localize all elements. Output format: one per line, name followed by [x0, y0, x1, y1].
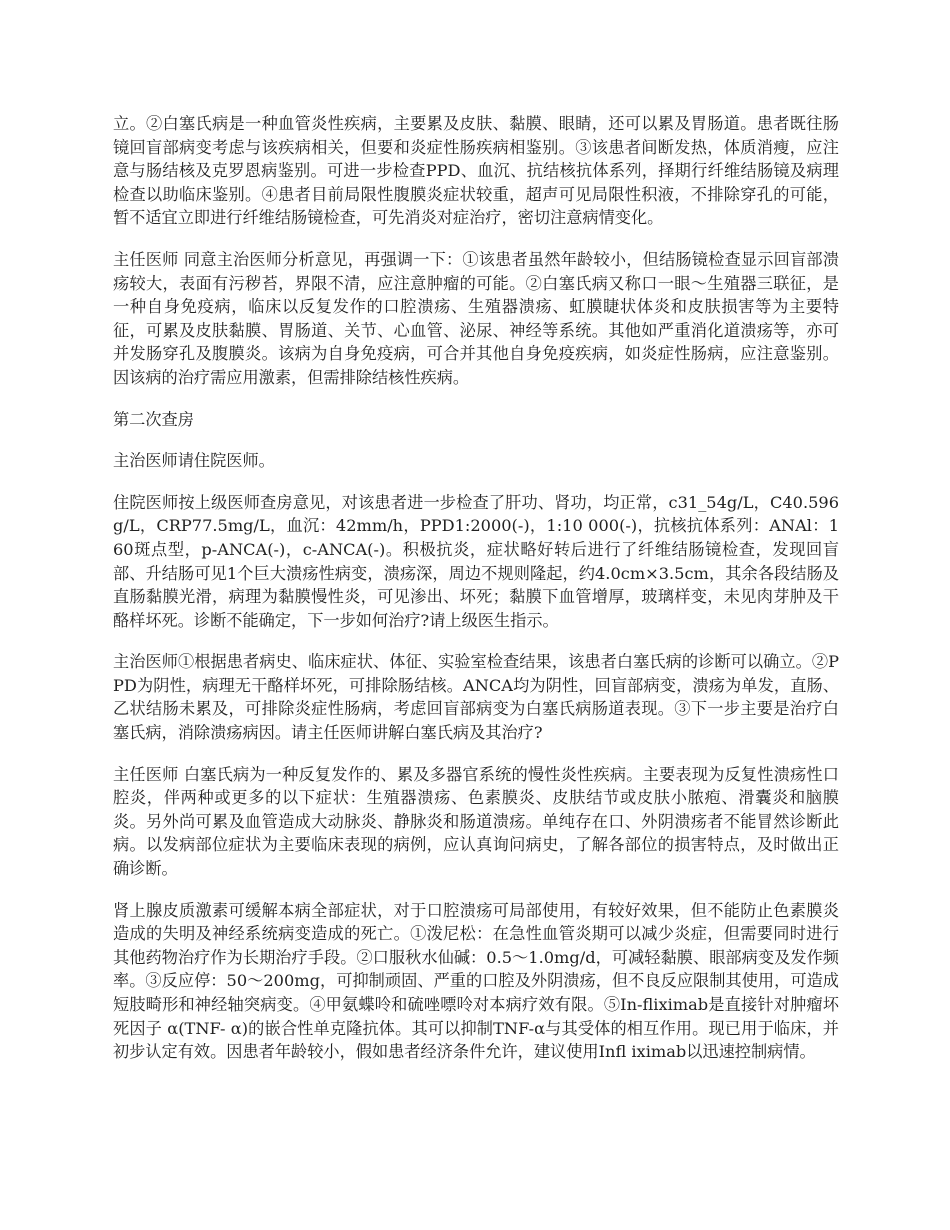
- section-heading-second-round: 第二次查房: [113, 409, 194, 429]
- paragraph-treatment: 肾上腺皮质激素可缓解本病全部症状，对于口腔溃疡可局部使用，有较好效果，但不能防止色素膜炎造成的失明及神经系统病变造成的死亡。①泼尼松：在急性血管炎期可以减少炎症，但需要同时进行其他药物治疗作为长期治疗手段。②口服秋水仙碱：0.5～1.0mg/d，可减轻黏膜、眼部病变及发作频率。③反应停：50～200mg，可抑制顽固、严重的口腔及外阴溃疡，但不良反应限制其使用，可造成短肢畸形和神经轴突病变。④甲氨蝶呤和硫唑嘌呤对本病疗效有限。⑤In-fliximab是直接针对肿瘤坏死因子 α(TNF- α)的嵌合性单克隆抗体。其可以抑制TNF-α与其受体的相互作用。现已用于临床，并初步认定有效。因患者年龄较小，假如患者经济条件允许，建议使用Infl iximab以迅速控制病情。: [113, 900, 839, 1062]
- paragraph-chief-behcet-overview: 主任医师 白塞氏病为一种反复发作的、累及多器官系统的慢性炎性疾病。主要表现为反复性溃疡性口腔炎，伴两种或更多的以下症状：生殖器溃疡、色素膜炎、皮肤结节或皮肤小脓疱、滑囊炎和脑膜炎。另外尚可累及血管造成大动脉炎、静脉炎和肠道溃疡。单纯存在口、外阴溃疡者不能冒然诊断此病。以发病部位症状为主要临床表现的病例，应认真询问病史，了解各部位的损害特点，及时做出正确诊断。: [113, 764, 839, 879]
- paragraph-attending-diagnosis: 主治医师①根据患者病史、临床症状、体征、实验室检查结果，该患者白塞氏病的诊断可以确立。②PPD为阴性，病理无干酪样坏死，可排除肠结核。ANCA均为阴性，回盲部病变，溃疡为单发，直肠、乙状结肠未累及，可排除炎症性肠病，考虑回盲部病变为白塞氏病肠道表现。③下一步主要是治疗白塞氏病，消除溃疡病因。请主任医师讲解白塞氏病及其治疗?: [113, 652, 839, 743]
- document-page: [113, 112, 839, 1082]
- paragraph-attending-request: 主治医师请住院医师。: [113, 451, 275, 471]
- paragraph-differential-diagnosis: 立。②白塞氏病是一种血管炎性疾病，主要累及皮肤、黏膜、眼睛，还可以累及胃肠道。患者既往肠镜回盲部病变考虑与该疾病相关，但要和炎症性肠疾病相鉴别。③该患者间断发热，体质消瘦，应注意与肠结核及克罗恩病鉴别。可进一步检查PPD、血沉、抗结核抗体系列，择期行纤维结肠镜及病理检查以助临床鉴别。④患者目前局限性腹膜炎症状较重，超声可见局限性积液，不排除穿孔的可能，暂不适宜立即进行纤维结肠镜检查，可先消炎对症治疗，密切注意病情变化。: [113, 114, 839, 228]
- paragraph-chief-physician-opinion: 主任医师 同意主治医师分析意见，再强调一下：①该患者虽然年龄较小，但结肠镜检查显示回盲部溃疡较大，表面有污秽苔，界限不清，应注意肿瘤的可能。②白塞氏病又称口一眼～生殖器三联征，是一种自身免疫病，临床以反复发作的口腔溃疡、生殖器溃疡、虹膜睫状体炎和皮肤损害等为主要特征，可累及皮肤黏膜、胃肠道、关节、心血管、泌尿、神经等系统。其他如严重消化道溃疡等，亦可并发肠穿孔及腹膜炎。该病为自身免疫病，可合并其他自身免疫疾病，如炎症性肠病，应注意鉴别。因该病的治疗需应用激素，但需排除结核性疾病。: [113, 249, 839, 387]
- paragraph-resident-report: 住院医师按上级医师查房意见，对该患者进一步检查了肝功、肾功，均正常，c31_54g/L，C40.596g/L，CRP77.5mg/L，血沉：42mm/h，PPD1:2000(-)，1:10 000(-)，抗核抗体系列：ANAl：160斑点型，p-ANCA(-)，c-ANCA(-)。积极抗炎，症状略好转后进行了纤维结肠镜检查，发现回盲部、升结肠可见1个巨大溃疡性病变，溃疡深，周边不规则隆起，约4.0cm×3.5cm，其余各段结肠及直肠黏膜光滑，病理为黏膜慢性炎，可见渗出、坏死；黏膜下血管增厚，玻璃样变，未见肉芽肿及干酪样坏死。诊断不能确定，下一步如何治疗?请上级医生指示。: [113, 492, 839, 630]
